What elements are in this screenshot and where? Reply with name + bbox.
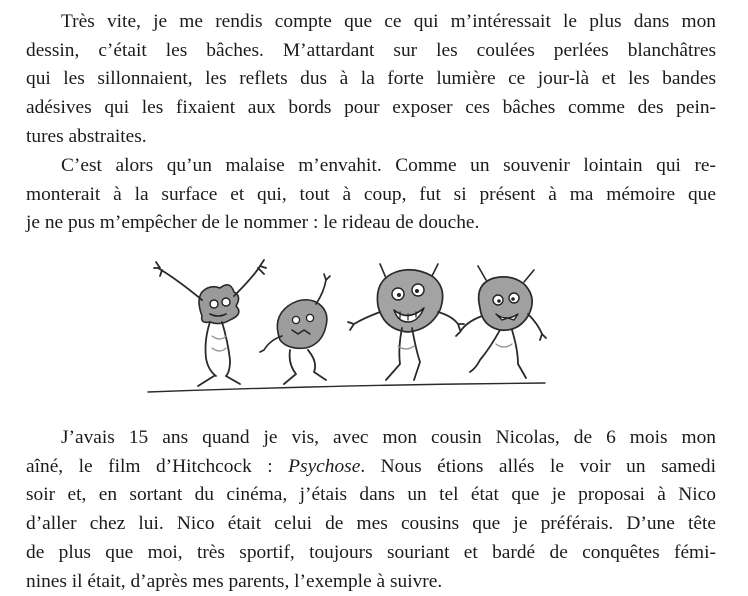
text-segment: aîné, le film d’Hitchcock : — [26, 455, 289, 477]
text-line: Très vite, je me rendis compte que ce qui m’intéressait le plus dans mon — [61, 11, 716, 32]
creature-3 — [348, 264, 464, 380]
text-line: dessin, c’était les bâches. M’attardant sur les coulées perlées blanchâtres — [26, 39, 716, 61]
pencil-sketch-four-creatures-icon — [140, 256, 550, 406]
text-line: nines il était, d’après mes parents, l’exemple à suivre. — [26, 570, 443, 592]
text-line: monterait à la surface et qui, tout à coup, fut si présent à ma mémoire que — [26, 183, 716, 205]
creature-1 — [154, 260, 266, 386]
text-line: de plus que moi, très sportif, toujours souriant et bardé de conquêtes fémi- — [26, 541, 716, 563]
text-line: d’aller chez lui. Nico était celui de mes cousins que je préférais. D’une tête — [26, 513, 716, 535]
text-line: adésives qui les fixaient aux bords pour exposer ces bâches comme des pein- — [26, 97, 716, 119]
sketch-illustration — [140, 256, 550, 406]
creatures — [148, 260, 546, 392]
creature-4 — [456, 266, 546, 378]
text-line: C’est alors qu’un malaise m’envahit. Comme un souvenir lointain qui re- — [61, 155, 716, 176]
film-title: Psychose — [288, 455, 361, 477]
text-line: je ne pus m’empêcher de le nommer : le rideau de douche. — [26, 212, 480, 234]
creature-2 — [260, 274, 330, 384]
text-line — [26, 453, 716, 482]
paragraph-malaise — [26, 152, 716, 238]
text-line: tures abstraites. — [26, 125, 147, 147]
text-line: qui les sillonnaient, les reflets dus à la forte lumière ce jour-là et les bandes — [26, 68, 716, 90]
text-line: J’avais 15 ans quand je vis, avec mon cousin Nicolas, de 6 mois mon — [61, 427, 716, 448]
text-line: soir et, en sortant du cinéma, j’étais dans un tel état que je proposai à Nico — [26, 484, 716, 506]
paragraph-bâches — [26, 8, 716, 152]
paragraph-psychose — [26, 424, 716, 596]
ground-line — [148, 383, 545, 392]
text-segment: . Nous étions allés le voir un samedi — [360, 455, 716, 477]
